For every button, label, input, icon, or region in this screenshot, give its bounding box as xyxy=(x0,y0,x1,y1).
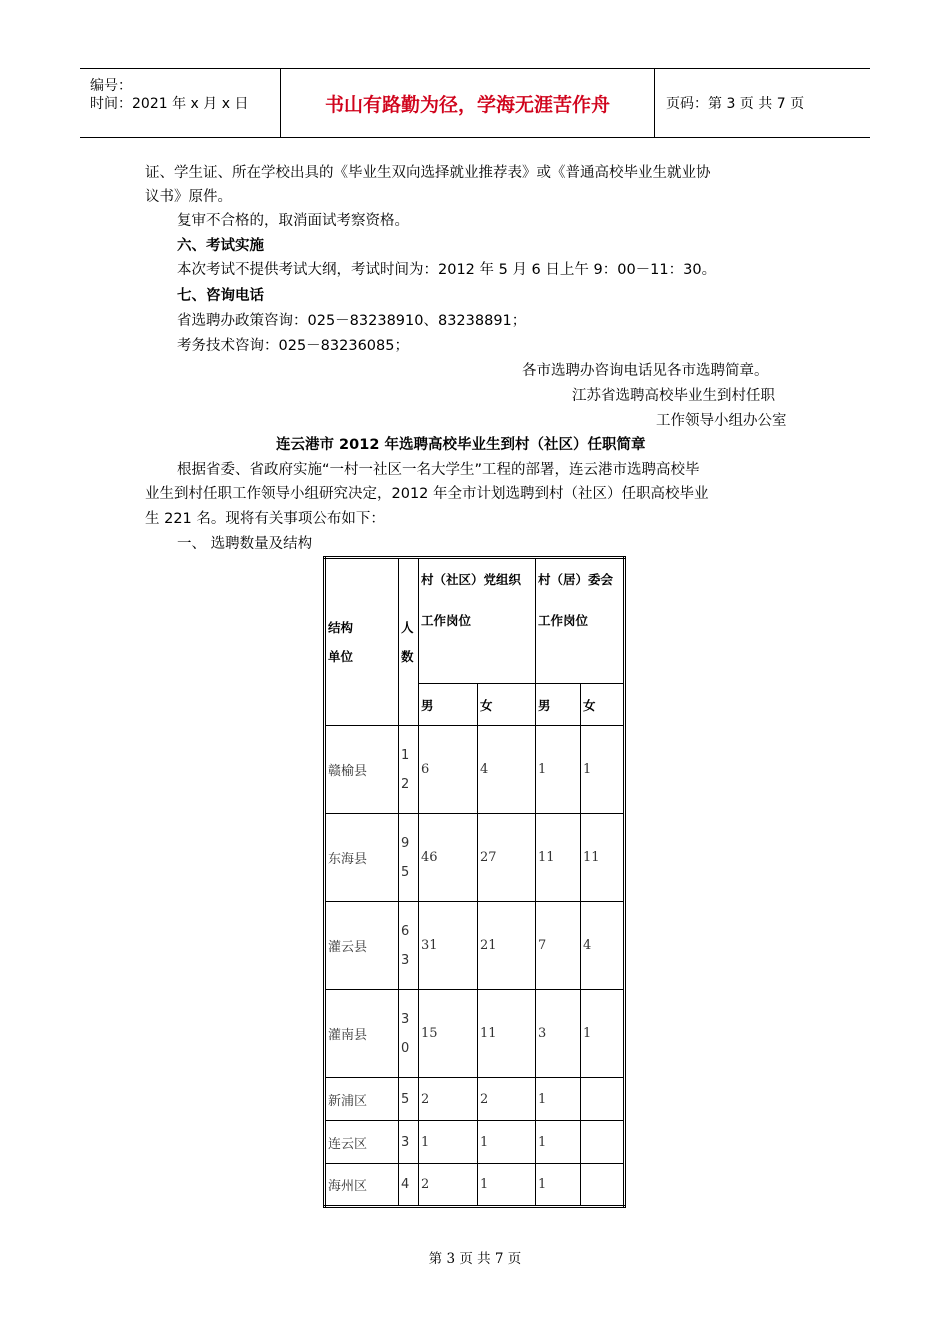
signature-line: 工作领导小组办公室 xyxy=(656,413,787,429)
header-motto: 书山有路勤为径，学海无涯苦作舟 xyxy=(280,69,655,137)
cell-committee-male: 1 xyxy=(536,1078,581,1121)
table-row xyxy=(325,902,625,990)
cell-count: 95 xyxy=(399,814,419,902)
body-line: 各市选聘办咨询电话见各市选聘简章。 xyxy=(522,363,769,379)
section-heading: 七、咨询电话 xyxy=(177,288,264,304)
section-heading: 一、 选聘数量及结构 xyxy=(177,536,313,552)
cell-committee-female: 4 xyxy=(581,902,625,990)
cell-party-male: 2 xyxy=(419,1164,478,1207)
section-heading: 六、考试实施 xyxy=(177,238,264,254)
cell-party-female: 11 xyxy=(478,990,536,1078)
header-meta xyxy=(80,69,280,137)
cell-count: 4 xyxy=(399,1164,419,1207)
cell-count: 3 xyxy=(399,1121,419,1164)
header-female: 女 xyxy=(581,684,625,726)
document-title: 连云港市 2012 年选聘高校毕业生到村（社区）任职简章 xyxy=(276,437,646,453)
table-row xyxy=(325,1121,625,1164)
body-line: 考务技术咨询：025－83236085； xyxy=(177,338,409,354)
cell-committee-female: 1 xyxy=(581,726,625,814)
table-row xyxy=(325,1164,625,1207)
cell-party-male: 2 xyxy=(419,1078,478,1121)
cell-party-female: 27 xyxy=(478,814,536,902)
cell-count: 30 xyxy=(399,990,419,1078)
page-header xyxy=(80,68,870,138)
cell-unit: 连云区 xyxy=(325,1121,399,1164)
body-line: 本次考试不提供考试大纲，考试时间为：2012 年 5 月 6 日上午 9：00－11：30。 xyxy=(177,262,717,278)
cell-unit: 东海县 xyxy=(325,814,399,902)
header-male: 男 xyxy=(536,684,581,726)
page-footer: 第 3 页 共 7 页 xyxy=(428,1251,522,1267)
cell-unit: 新浦区 xyxy=(325,1078,399,1121)
cell-committee-male: 7 xyxy=(536,902,581,990)
header-struct: 结构 xyxy=(328,620,354,635)
cell-party-male: 31 xyxy=(419,902,478,990)
time-label: 时间：2021 年 x 月 x 日 xyxy=(90,96,249,112)
cell-unit: 灌云县 xyxy=(325,902,399,990)
table-row xyxy=(325,726,625,814)
cell-committee-male: 11 xyxy=(536,814,581,902)
cell-count: 63 xyxy=(399,902,419,990)
body-line: 证、学生证、所在学校出具的《毕业生双向选择就业推荐表》或《普通高校毕业生就业协 xyxy=(145,165,711,181)
body-line: 业生到村任职工作领导小组研究决定，2012 年全市计划选聘到村（社区）任职高校毕业 xyxy=(145,486,709,502)
header-committee-posts: 村（居）委会工作岗位 xyxy=(536,558,625,684)
cell-party-female: 1 xyxy=(478,1164,536,1207)
cell-unit: 赣榆县 xyxy=(325,726,399,814)
number-label: 编号： xyxy=(90,78,132,94)
cell-committee-female: 11 xyxy=(581,814,625,902)
cell-party-male: 6 xyxy=(419,726,478,814)
body-line: 生 221 名。现将有关事项公布如下： xyxy=(145,511,385,527)
cell-party-female: 4 xyxy=(478,726,536,814)
cell-party-female: 1 xyxy=(478,1121,536,1164)
header-party-posts: 村（社区）党组织工作岗位 xyxy=(419,558,536,684)
cell-committee-female xyxy=(581,1164,625,1207)
table-row xyxy=(325,1078,625,1121)
body-line: 省选聘办政策咨询：025－83238910、83238891； xyxy=(177,313,527,329)
header-unit: 单位 xyxy=(328,649,354,664)
cell-committee-male: 1 xyxy=(536,726,581,814)
cell-party-male: 15 xyxy=(419,990,478,1078)
body-line: 根据省委、省政府实施“一村一社区一名大学生”工程的部署，连云港市选聘高校毕 xyxy=(177,462,700,478)
header-male: 男 xyxy=(419,684,478,726)
cell-unit: 灌南县 xyxy=(325,990,399,1078)
cell-committee-female xyxy=(581,1121,625,1164)
header-count: 人数 xyxy=(399,558,419,726)
cell-committee-female xyxy=(581,1078,625,1121)
header-female: 女 xyxy=(478,684,536,726)
body-line: 复审不合格的，取消面试考察资格。 xyxy=(177,213,409,229)
header-page-label: 页码：第 3 页 共 7 页 xyxy=(666,96,805,112)
signature-line: 江苏省选聘高校毕业生到村任职 xyxy=(572,388,775,404)
cell-committee-male: 1 xyxy=(536,1121,581,1164)
cell-party-female: 21 xyxy=(478,902,536,990)
cell-party-male: 46 xyxy=(419,814,478,902)
header-struct-unit xyxy=(325,558,399,726)
cell-party-male: 1 xyxy=(419,1121,478,1164)
table-row xyxy=(325,990,625,1078)
cell-count: 5 xyxy=(399,1078,419,1121)
selection-table xyxy=(323,556,626,1208)
cell-committee-male: 3 xyxy=(536,990,581,1078)
cell-committee-male: 1 xyxy=(536,1164,581,1207)
body-line: 议书》原件。 xyxy=(145,189,232,205)
cell-count: 12 xyxy=(399,726,419,814)
cell-committee-female: 1 xyxy=(581,990,625,1078)
cell-party-female: 2 xyxy=(478,1078,536,1121)
table-row xyxy=(325,814,625,902)
cell-unit: 海州区 xyxy=(325,1164,399,1207)
